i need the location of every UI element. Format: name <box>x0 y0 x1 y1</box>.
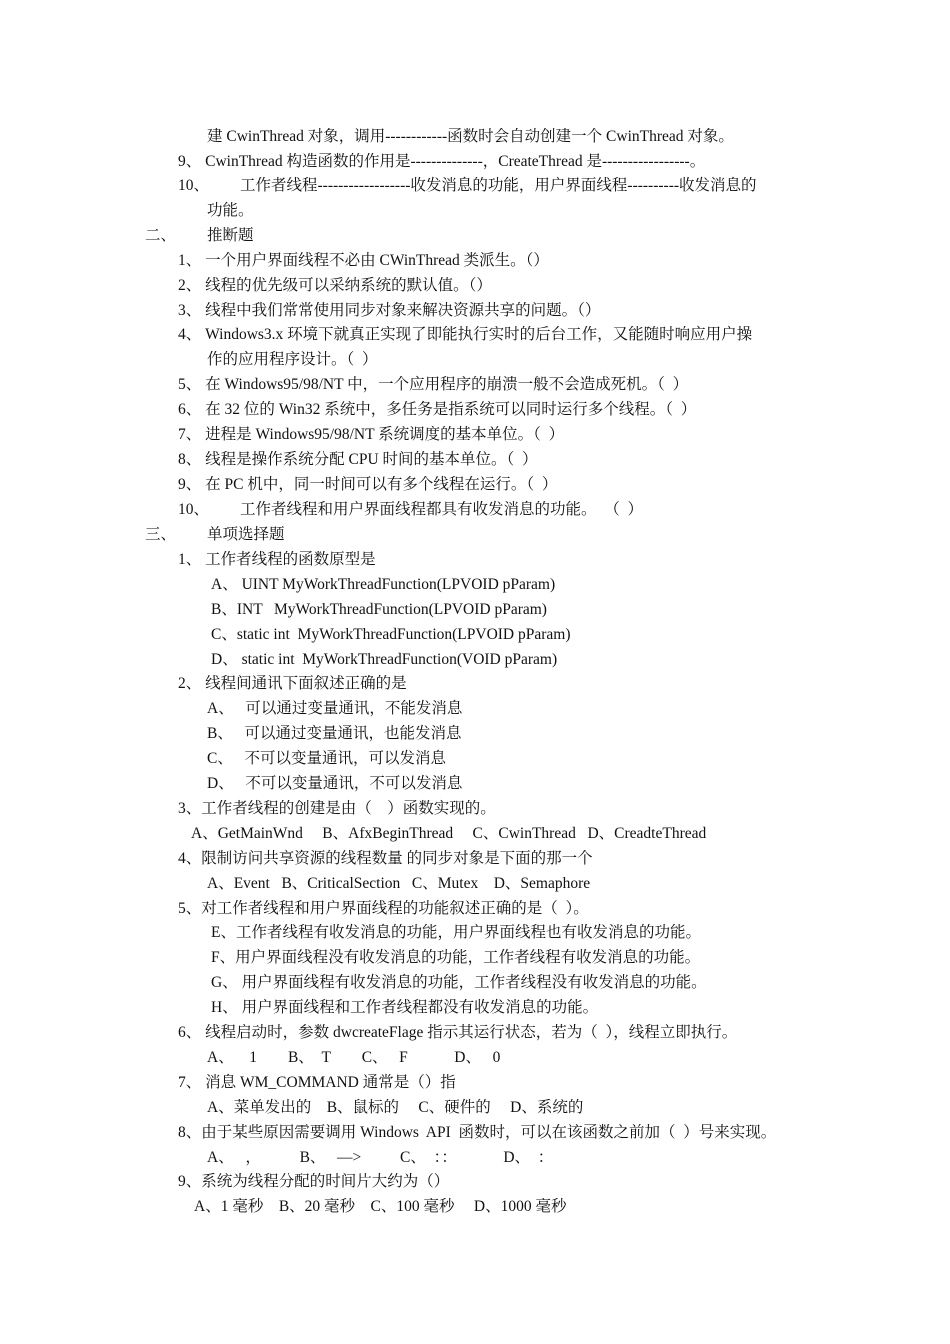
text-line: C、static int MyWorkThreadFunction(LPVOID pParam) <box>211 626 571 643</box>
text-line: A、1 毫秒 B、20 毫秒 C、100 毫秒 D、1000 毫秒 <box>194 1198 567 1215</box>
text-line: 7、 进程是 Windows95/98/NT 系统调度的基本单位。（ ） <box>178 426 565 443</box>
text-line: 6、 在 32 位的 Win32 系统中，多任务是指系统可以同时运行多个线程。（ ） <box>178 401 697 418</box>
section-heading: 三、 单项选择题 <box>145 526 285 543</box>
text-line: A、GetMainWnd B、AfxBeginThread C、CwinThread D、CreadteThread <box>191 825 707 842</box>
text-line: 8、 线程是操作系统分配 CPU 时间的基本单位。（ ） <box>178 451 538 468</box>
text-line: 7、 消息 WM_COMMAND 通常是（）指 <box>178 1074 456 1091</box>
text-line: 5、对工作者线程和用户界面线程的功能叙述正确的是（ ）。 <box>178 900 589 917</box>
text-line: B、INT MyWorkThreadFunction(LPVOID pParam) <box>211 601 547 618</box>
text-line: 10、 工作者线程------------------收发消息的功能，用户界面线程----------收发消息的 <box>178 177 757 194</box>
text-line: 6、 线程启动时，参数 dwcreateFlage 指示其运行状态，若为（ ），线程立即执行。 <box>178 1024 738 1041</box>
text-line: E、工作者线程有收发消息的功能，用户界面线程也有收发消息的功能。 <box>211 924 701 941</box>
text-line: 功能。 <box>207 202 254 219</box>
text-line: G、 用户界面线程有收发消息的功能，工作者线程没有收发消息的功能。 <box>211 974 707 991</box>
text-line: 4、 Windows3.x 环境下就真正实现了即能执行实时的后台工作，又能随时响应用户操 <box>178 326 753 343</box>
text-line: A、 ， B、 —> C、 ：： D、 ： <box>207 1149 554 1166</box>
text-line: 9、系统为线程分配的时间片大约为（） <box>178 1173 450 1190</box>
section-heading: 二、 推断题 <box>145 227 254 244</box>
text-line: 9、 CwinThread 构造函数的作用是--------------，CreateThread 是-----------------。 <box>178 153 706 170</box>
text-line: 建 CwinThread 对象，调用------------函数时会自动创建一个 CwinThread 对象。 <box>207 128 734 145</box>
text-line: F、用户界面线程没有收发消息的功能，工作者线程有收发消息的功能。 <box>211 949 701 966</box>
text-line: 4、限制访问共享资源的线程数量 的同步对象是下面的那一个 <box>178 850 593 867</box>
text-line: C、 不可以变量通讯，可以发消息 <box>207 750 446 767</box>
text-line: 2、 线程间通讯下面叙述正确的是 <box>178 675 407 692</box>
text-line: A、菜单发出的 B、鼠标的 C、硬件的 D、系统的 <box>207 1099 584 1116</box>
text-line: 10、 工作者线程和用户界面线程都具有收发消息的功能。 （ ） <box>178 501 644 518</box>
text-line: 1、 一个用户界面线程不必由 CWinThread 类派生。（） <box>178 252 549 269</box>
text-line: H、 用户界面线程和工作者线程都没有收发消息的功能。 <box>211 999 599 1016</box>
text-line: 5、 在 Windows95/98/NT 中，一个应用程序的崩溃一般不会造成死机。（ ） <box>178 376 689 393</box>
text-line: A、Event B、CriticalSection C、Mutex D、Semaphore <box>207 875 591 892</box>
text-line: 8、由于某些原因需要调用 Windows API 函数时，可以在该函数之前加（ ）号来实现。 <box>178 1124 777 1141</box>
text-line: 3、工作者线程的创建是由（ ）函数实现的。 <box>178 800 496 817</box>
text-line: A、 UINT MyWorkThreadFunction(LPVOID pParam) <box>211 576 556 593</box>
text-line: 作的应用程序设计。（ ） <box>207 351 378 368</box>
text-line: A、 可以通过变量通讯，不能发消息 <box>207 700 463 717</box>
text-line: D、 不可以变量通讯，不可以发消息 <box>207 775 463 792</box>
text-line: 3、 线程中我们常常使用同步对象来解决资源共享的问题。（） <box>178 302 601 319</box>
text-line: 1、 工作者线程的函数原型是 <box>178 551 376 568</box>
text-line: 2、 线程的优先级可以采纳系统的默认值。（） <box>178 277 492 294</box>
text-line: 9、 在 PC 机中，同一时间可以有多个线程在运行。（ ） <box>178 476 558 493</box>
text-line: A、 1 B、 T C、 F D、 0 <box>207 1049 501 1066</box>
text-line: B、 可以通过变量通讯，也能发消息 <box>207 725 462 742</box>
text-line: D、 static int MyWorkThreadFunction(VOID pParam) <box>211 651 558 668</box>
